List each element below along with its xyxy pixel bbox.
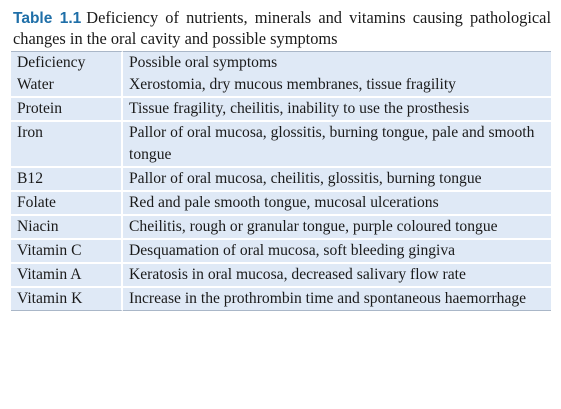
table-figure: [11, 8, 551, 311]
table-caption: [11, 8, 551, 49]
table-row: [11, 190, 551, 214]
deficiency-cell: Vitamin K: [11, 286, 123, 311]
deficiency-cell: Niacin: [11, 214, 123, 238]
deficiency-table: [11, 51, 551, 311]
deficiency-cell: Iron: [11, 120, 123, 166]
symptoms-cell: Desquamation of oral mucosa, soft bleeding gingiva: [123, 238, 551, 262]
deficiency-cell: Folate: [11, 190, 123, 214]
symptoms-cell: Increase in the prothrombin time and spontaneous haemorrhage: [123, 286, 551, 311]
table-row: [11, 286, 551, 311]
table-row: [11, 120, 551, 166]
deficiency-cell: Vitamin A: [11, 262, 123, 286]
deficiency-cell: Protein: [11, 96, 123, 120]
header-symptoms: Possible oral symptoms: [123, 51, 551, 74]
deficiency-cell: Water: [11, 74, 123, 96]
table-row: [11, 96, 551, 120]
table-caption-text: Deficiency of nutrients, minerals and vitamins causing pathological changes in the oral cavity and possible symptoms: [13, 8, 551, 48]
symptoms-cell: Tissue fragility, cheilitis, inability to use the prosthesis: [123, 96, 551, 120]
symptoms-cell: Pallor of oral mucosa, cheilitis, glossitis, burning tongue: [123, 166, 551, 190]
header-deficiency: Deficiency: [11, 51, 123, 74]
symptoms-cell: Keratosis in oral mucosa, decreased salivary flow rate: [123, 262, 551, 286]
symptoms-cell: Cheilitis, rough or granular tongue, purple coloured tongue: [123, 214, 551, 238]
symptoms-cell: Xerostomia, dry mucous membranes, tissue fragility: [123, 74, 551, 96]
symptoms-cell: Red and pale smooth tongue, mucosal ulcerations: [123, 190, 551, 214]
table-row: [11, 74, 551, 96]
deficiency-cell: B12: [11, 166, 123, 190]
table-row: [11, 214, 551, 238]
table-row: [11, 262, 551, 286]
deficiency-cell: Vitamin C: [11, 238, 123, 262]
table-row: [11, 238, 551, 262]
table-row: [11, 166, 551, 190]
header-row: [11, 51, 551, 74]
symptoms-cell: Pallor of oral mucosa, glossitis, burning tongue, pale and smooth tongue: [123, 120, 551, 166]
table-label: Table 1.1: [13, 10, 82, 27]
